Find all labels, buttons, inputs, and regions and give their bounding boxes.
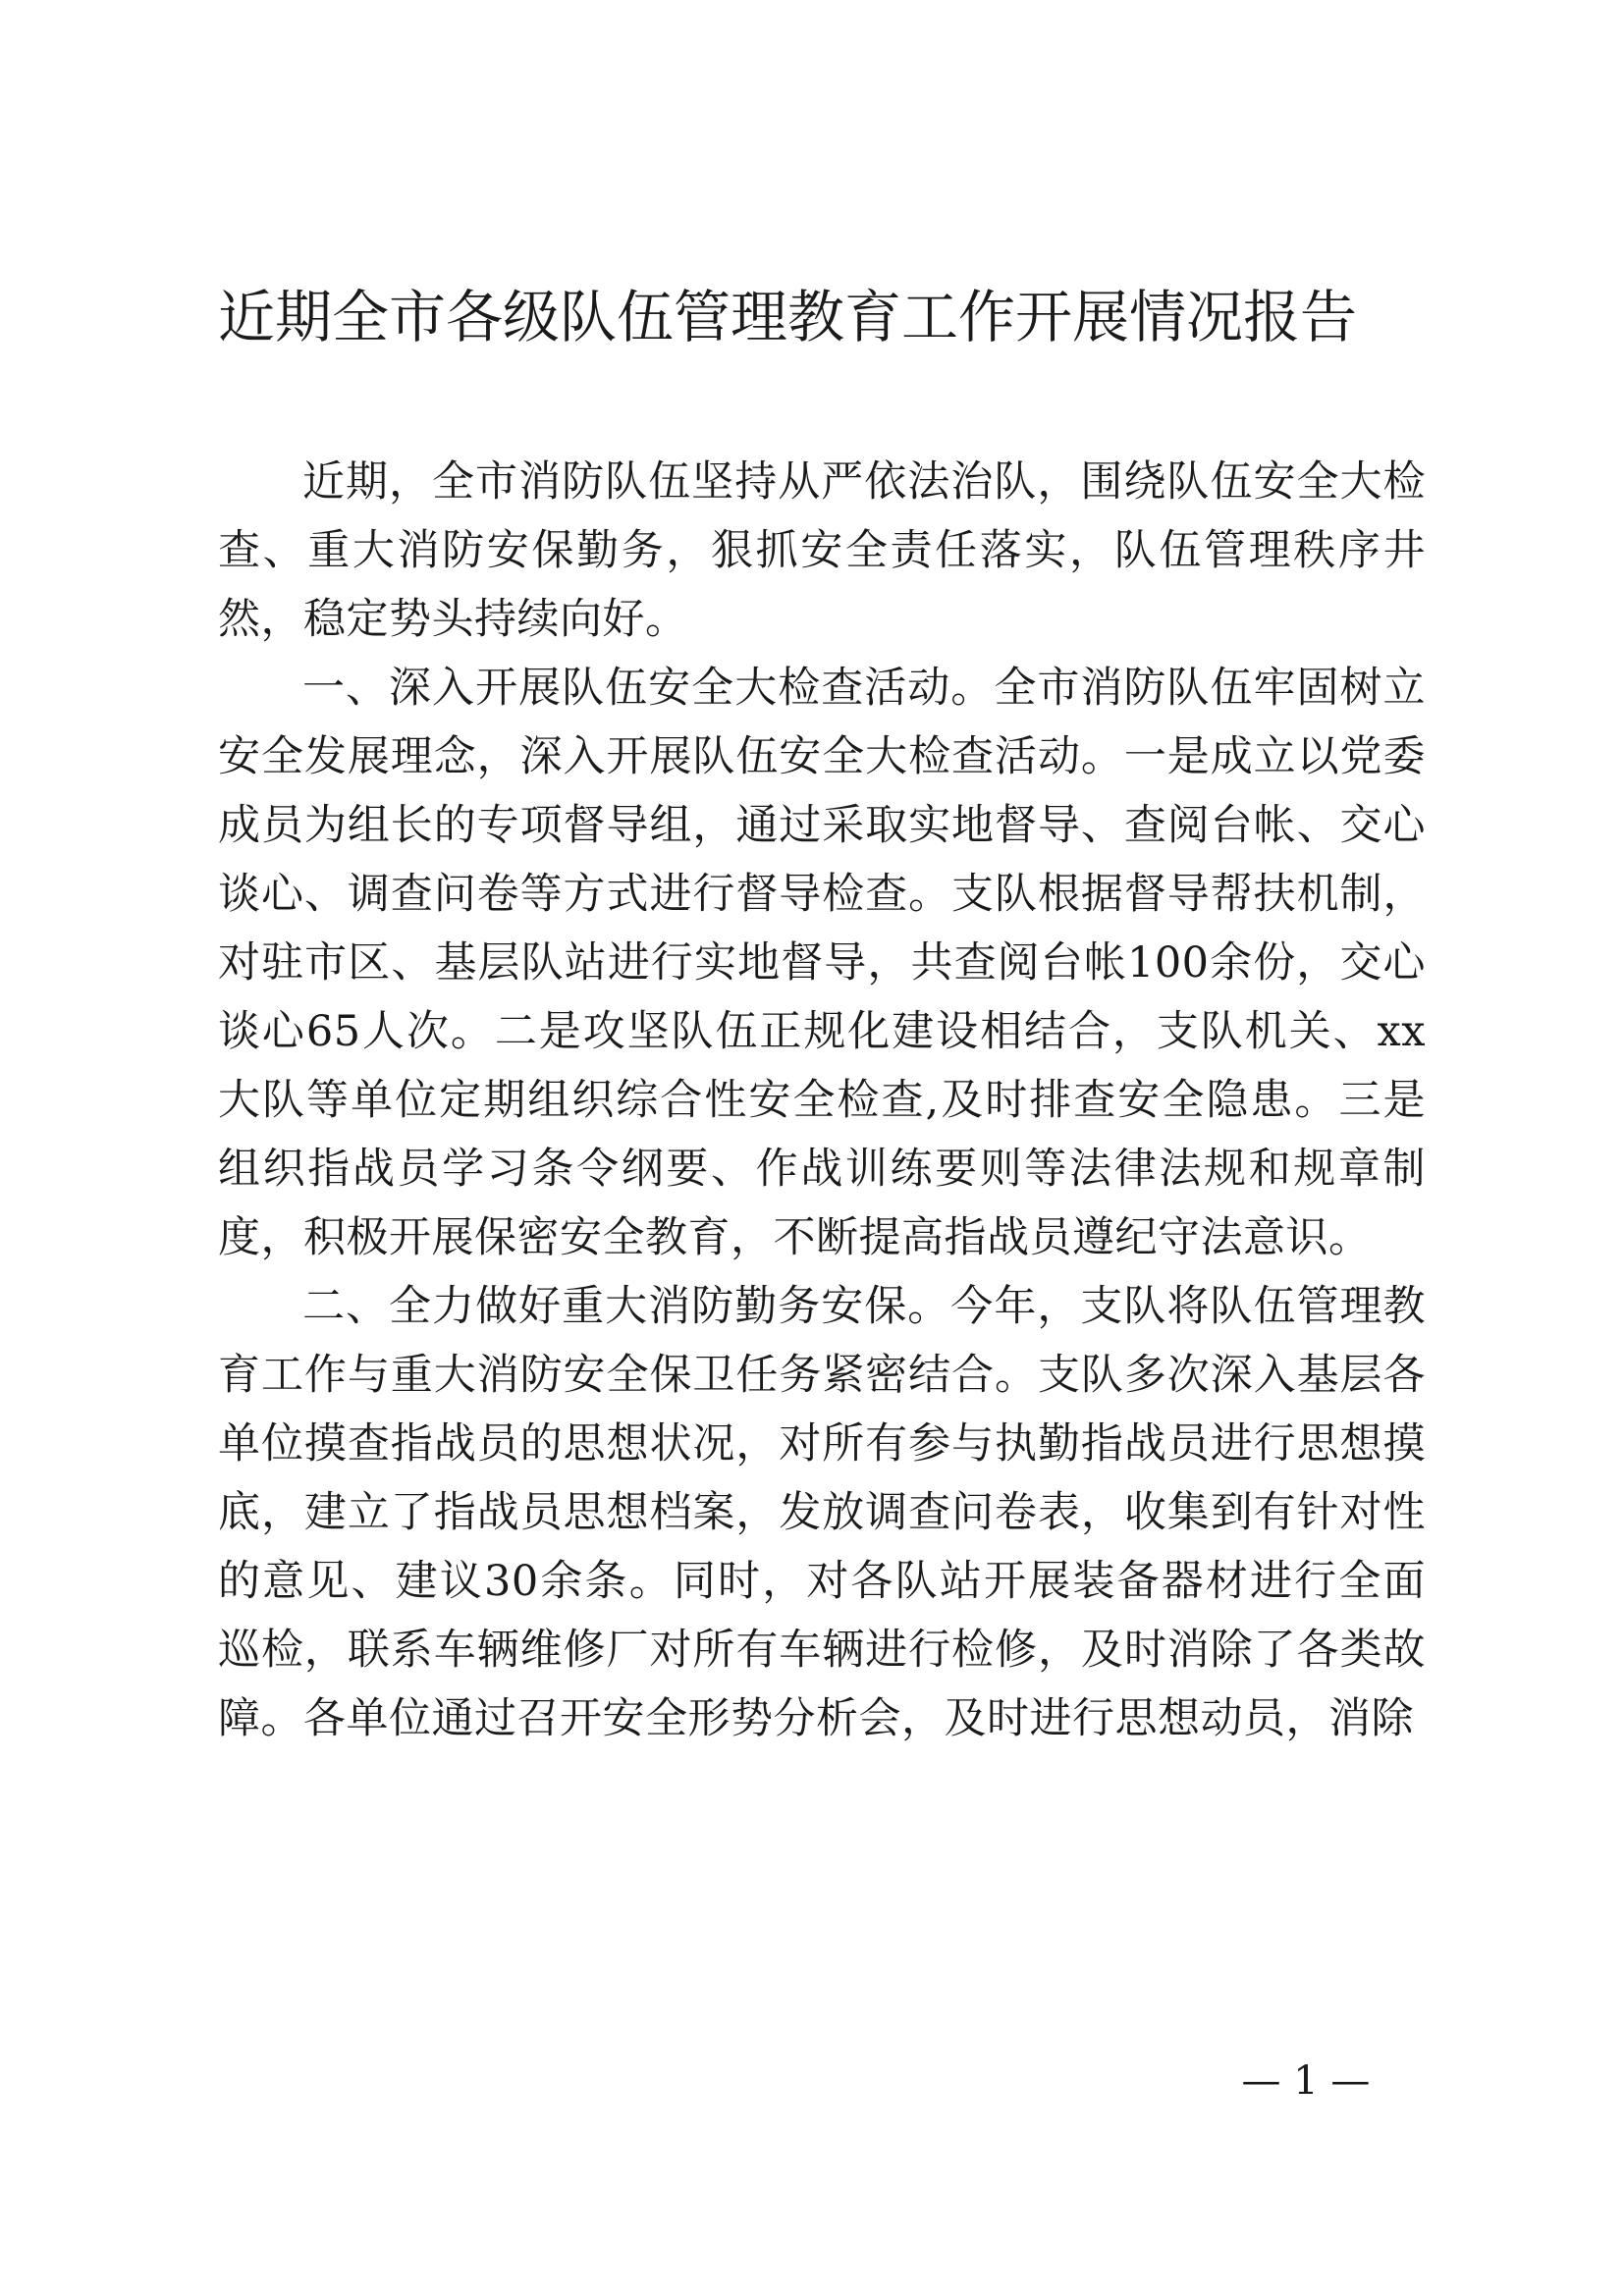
section-two-paragraph: 二、全力做好重大消防勤务安保。今年，支队将队伍管理教育工作与重大消防安全保卫任务紧密结合。支队多次深入基层各单位摸查指战员的思想状况，对所有参与执勤指战员进行思想摸底，建立了指战员思想档案，发放调查问卷表，收集到有针对性的意见、建议30余条。同时，对各队站开展装备器材进行全面巡检，联系车辆维修厂对所有车辆进行检修，及时消除了各类故障。各单位通过召开安全形势分析会，及时进行思想动员，消除 [218,1282,1426,1743]
section-one-paragraph: 一、深入开展队伍安全大检查活动。全市消防队伍牢固树立安全发展理念，深入开展队伍安全大检查活动。一是成立以党委成员为组长的专项督导组，通过采取实地督导、查阅台帐、交心谈心、调查问卷等方式进行督导检查。支队根据督导帮扶机制，对驻市区、基层队站进行实地督导，共查阅台帐100余份，交心谈心65人次。二是攻坚队伍正规化建设相结合，支队机关、xx大队等单位定期组织综合性安全检查,及时排查安全隐患。三是组织指战员学习条令纲要、作战训练要则等法律法规和规章制度，积极开展保密安全教育，不断提高指战员遵纪守法意识。 [218,664,1426,1262]
page-number: — 1 — [1241,2058,1371,2104]
document-title: 近期全市各级队伍管理教育工作开展情况报告 [218,284,1358,350]
intro-paragraph: 近期，全市消防队伍坚持从严依法治队，围绕队伍安全大检查、重大消防安保勤务，狠抓安全责任落实，队伍管理秩序井然，稳定势头持续向好。 [218,457,1426,644]
document-body [218,448,1426,1753]
